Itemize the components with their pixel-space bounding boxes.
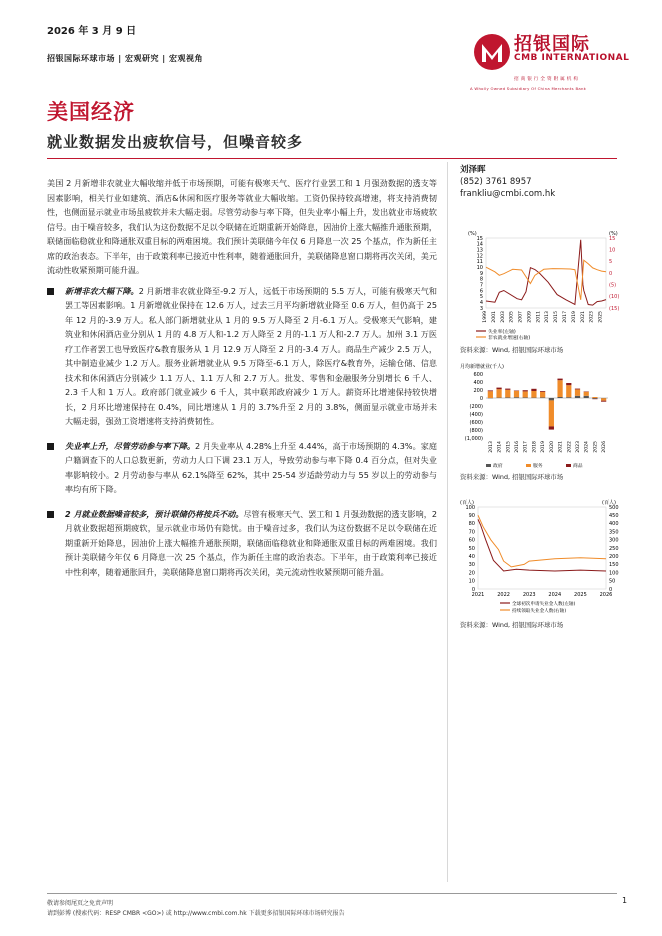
chart1-source: 资料来源：Wind, 招银国际环球市场 (460, 346, 564, 354)
logo-subsidiary-cn: 招商银行全资附属机构 (514, 77, 580, 82)
x-tick-label: 2022 (497, 592, 510, 598)
x-tick-label: 2026 (599, 592, 613, 598)
bullet-text: 2 月新增非农就业降至-9.2 万人，远低于市场预期的 5.5 万人，可能有极寒天气和罢工等因素影响。1 月新增就业保持在 12.6 万人，过去三月平均新增就业降至 0.6 万人，但仍高于 25 年 12 月的-3.9 万人。私人部门新增就业从 1 月的 9.5 万人降至 2 月-6.1 万人。受极寒天气影响，建筑业和休闲酒店业分别从 1 月的 4.8 万人和-1.2 万人降至 2 月的-1.1 万人和-2.7 万人。加州 3.1 万医疗工作者罢工也导致医疗&教育服务从 1 月 12.9 万人降至 2 月的-3.4 万人。商品生产减少 2.5 万人，其中制造业减少 1.2 万人。服务业新增就业从 9.5 万降至-6.1 万人，除医疗&教育外，运输仓储、信息技术和休闲酒店分别减少 1.1 万人、1.1 万人和 2.7 万人。批发、零售和金融服务分别增长 6 千人、2.3 千人和 1 万人。政府部门就业减少 6 千人，其中联邦政府减少 1 万人。薪资环比增速保持较快增长，2 月环比增速保持在 0.4%，同比增速从 1 月的 3.7%升至 2 月的 3.8%，侧面显示就业市场并未大幅走弱，强劲工资增速将支持消费韧性。 (65, 285, 437, 426)
x-tick-label: 2016 (515, 441, 520, 453)
legend-swatch (526, 464, 531, 467)
bar-segment (601, 401, 606, 402)
x-tick-label: 2017 (523, 441, 529, 453)
left-tick-label: 14 (476, 241, 483, 248)
right-tick-label: 350 (609, 529, 619, 536)
y-tick-label: 0 (479, 395, 483, 402)
chart-unemployment-payrolls (458, 228, 628, 344)
left-tick-label: 13 (476, 247, 483, 254)
x-tick-label: 2003 (500, 311, 506, 323)
x-tick-label: 2013 (545, 311, 551, 323)
logo-chinese: 招银国际 (514, 34, 590, 55)
y-tick-label: 600 (473, 371, 483, 378)
x-tick-label: 2015 (554, 311, 560, 323)
x-tick-label: 2021 (558, 441, 564, 453)
right-axis-unit: (%) (609, 231, 618, 237)
chart2-source: 资料来源：Wind, 招银国际环球市场 (460, 473, 564, 481)
bar-segment (514, 391, 519, 397)
bar-segment (549, 398, 554, 400)
bar-segment (488, 390, 493, 391)
title-divider (47, 158, 617, 159)
x-tick-label: 2023 (576, 441, 581, 453)
right-tick-label: 5 (609, 259, 613, 266)
legend-swatch (566, 464, 571, 467)
bar-segment (505, 390, 510, 398)
bar-segment (566, 385, 571, 397)
breadcrumb: 招银国际环球市场 | 宏观研究 | 宏观视角 (47, 54, 203, 63)
x-tick-label: 2019 (541, 441, 547, 453)
x-tick-label: 2005 (509, 311, 515, 323)
x-tick-label: 2025 (593, 441, 599, 453)
left-tick-label: 60 (468, 537, 475, 544)
x-tick-label: 2018 (532, 441, 538, 453)
bar-segment (549, 426, 554, 429)
x-tick-label: 2017 (563, 311, 568, 323)
bar-segment (523, 397, 528, 398)
x-tick-label: 2013 (488, 441, 494, 453)
author-name: 刘泽晖 (460, 165, 486, 175)
bullet-square-icon (47, 288, 54, 295)
left-tick-label: 10 (476, 264, 483, 271)
right-tick-label: 500 (609, 504, 619, 511)
right-tick-label: 300 (609, 537, 619, 544)
bar-segment (496, 388, 501, 390)
bar-segment (488, 391, 493, 398)
left-axis-unit: (%) (468, 231, 477, 237)
x-tick-label: 2024 (584, 441, 590, 453)
x-tick-label: 2023 (589, 311, 595, 323)
right-tick-label: (10) (609, 294, 620, 301)
bar-segment (592, 397, 597, 398)
left-tick-label: 100 (465, 504, 475, 511)
y-tick-label: (1,000) (464, 435, 483, 442)
bar-segment (575, 389, 580, 395)
bar-segment (514, 397, 519, 398)
bar-segment (557, 379, 562, 381)
right-tick-label: 200 (609, 554, 619, 560)
legend-label: 政府 (493, 464, 503, 468)
x-tick-label: 2001 (491, 311, 497, 323)
right-tick-label: 150 (609, 562, 619, 569)
bar-segment (496, 389, 501, 397)
plot-frame (486, 238, 606, 308)
right-tick-label: 100 (609, 570, 619, 577)
x-tick-label: 2024 (548, 592, 562, 598)
legend-label: 服务 (533, 464, 543, 468)
page-subtitle: 就业数据发出疲软信号，但噪音较多 (47, 133, 304, 151)
x-tick-label: 2014 (497, 441, 503, 453)
x-tick-label: 2026 (602, 441, 608, 453)
bar-segment (592, 398, 597, 399)
author-block (460, 164, 555, 200)
left-tick-label: 10 (468, 578, 475, 585)
right-tick-label: 450 (609, 513, 619, 519)
bar-segment (540, 391, 545, 392)
legend-swatch (486, 464, 491, 467)
intro-paragraph: 美国 2 月新增非农就业大幅收缩并低于市场预期，可能有极寒天气、医疗行业罢工和 1 月强劲数据的透支等因素影响，相关行业如建筑、酒店&休闲和医疗服务等就业大幅收缩。工资仍保持较高增速，将支持消费韧性，也侧面显示就业市场虽疲软并未大幅走弱。尽管劳动参与率下降，但失业率小幅上升，发出就业市场疲软信号。由于噪音较多，我们认为这份数据不足以令联储在近期重新开始降息，因油价上涨大幅推升通胀预期，联储面临稳就业和降通胀双重目标的两难困境。我们预计美联储今年仅 6 月降息一次 25 个基点，作为新任主席的政治表态。下半年，由于政策利率已接近中性利率，随着通胀回升，美联储降息窗口期将再次关闭，美元流动性收紧预期可能升温。 (47, 178, 437, 275)
bullet-unemployment (47, 439, 437, 497)
chart-monthly-payrolls (458, 360, 628, 468)
y-tick-label: (400) (469, 411, 483, 418)
x-tick-label: 2009 (527, 311, 533, 323)
x-tick-label: 2021 (471, 592, 485, 598)
footer-disclaimer: 敬请参阅尾页之免责声明 (47, 900, 114, 907)
left-tick-label: 90 (468, 513, 475, 519)
left-axis-unit: (百人) (460, 500, 474, 506)
left-tick-label: 15 (476, 235, 483, 242)
footer-divider (47, 893, 617, 894)
bar-segment (566, 383, 571, 385)
left-tick-label: 30 (468, 562, 475, 569)
author-phone: (852) 3761 8957 (460, 177, 532, 187)
y-tick-label: (200) (469, 403, 483, 410)
bullet-lead: 2 月就业数据噪音较多，预计联储仍将按兵不动。 (65, 508, 244, 519)
right-tick-label: (5) (609, 282, 617, 289)
x-tick-label: 2021 (580, 311, 586, 323)
bar-segment (557, 380, 562, 397)
left-tick-label: 9 (479, 270, 483, 277)
x-tick-label: 2022 (567, 441, 573, 453)
bar-segment (601, 398, 606, 400)
right-tick-label: 0 (609, 270, 613, 277)
series-line (478, 519, 606, 571)
left-tick-label: 8 (479, 276, 483, 283)
right-tick-label: 0 (609, 586, 613, 593)
series-line (478, 515, 606, 567)
left-tick-label: 7 (479, 282, 483, 289)
right-tick-label: 10 (609, 247, 616, 254)
y-tick-label: (800) (469, 427, 483, 434)
bullet-fed-outlook (47, 507, 437, 580)
bar-segment (540, 397, 545, 398)
legend-label: 全球初次申请失业金人数(左轴) (512, 601, 576, 607)
bullet-lead: 新增非农大幅下降。 (65, 285, 139, 296)
bar-segment (584, 396, 589, 398)
y-tick-label: 400 (473, 379, 483, 386)
left-tick-label: 70 (468, 529, 475, 536)
x-tick-label: 2011 (536, 311, 542, 323)
left-tick-label: 40 (468, 554, 475, 560)
left-tick-label: 20 (468, 570, 475, 577)
x-tick-label: 2025 (598, 311, 604, 323)
bar-segment (575, 389, 580, 390)
bar-segment (557, 397, 562, 398)
bar-segment (505, 389, 510, 390)
bullet-lead: 失业率上升，尽管劳动参与率下降。 (65, 440, 195, 451)
x-tick-label: 2025 (574, 592, 587, 598)
right-axis-unit: (百人) (602, 500, 616, 506)
series-line (486, 240, 606, 305)
x-tick-label: 2015 (506, 441, 512, 453)
bullet-text: 2 月失业率从 4.28%上升至 4.44%，高于市场预期的 4.3%。家庭户籍调查下的人口总数更新，劳动力人口下调 23.1 万人，导致劳动参与率下降 0.4 百分点，但对失业率影响较小。2 月劳动参与率从 62.1%降至 62%，其中 25-54 岁适龄劳动力与 55 岁以上的劳动参与率均有所下降。 (65, 440, 437, 494)
x-tick-label: 2019 (571, 311, 577, 323)
chart3-source: 资料来源：Wind, 招银国际环球市场 (460, 621, 564, 629)
page-number: 1 (622, 896, 628, 905)
logo-subsidiary-en: A Wholly Owned Subsidiary Of China Merchants Bank (470, 86, 587, 91)
footer-contact: 请到彭博 (搜索代码：RESP CMBR <GO>) 或 http://www.cmbi.com.hk 下载更多招银国际环球市场研究报告 (47, 910, 345, 917)
left-tick-label: 11 (476, 259, 483, 266)
x-tick-label: 2023 (522, 592, 536, 598)
bullet-payrolls (47, 284, 437, 429)
legend-label: 非农就业增速(右轴) (488, 335, 531, 341)
bullet-square-icon (47, 443, 54, 450)
bar-segment (531, 389, 536, 391)
column-divider (447, 162, 448, 882)
legend-label: 失业率(左轴) (488, 329, 516, 335)
left-tick-label: 50 (468, 545, 475, 552)
left-tick-label: 4 (479, 299, 483, 306)
bar-segment (523, 390, 528, 391)
bullet-text: 尽管有极寒天气、罢工和 1 月强劲数据的透支影响，2 月就业数据超预期疲软，显示就业市场仍有隐忧。由于噪音过多，我们认为这份数据不足以令联储在近期重新开始降息，因油价上涨大幅推升通胀预期，联储面临稳就业和降通胀双重目标的两难困境。我们预计美联储今年仅 6 月降息一次 25 个基点，作为新任主席的政治表态。下半年，由于政策利率已接近中性利率，随着通胀回升，美联储降息窗口期将再次关闭，美元流动性收紧预期可能升温。 (65, 508, 437, 577)
bar-segment (523, 391, 528, 397)
bar-segment (505, 397, 510, 398)
bar-segment (584, 392, 589, 396)
right-tick-label: 50 (609, 578, 616, 585)
report-date: 2026 年 3 月 9 日 (47, 26, 137, 37)
chart-jobless-claims (458, 497, 628, 617)
bar-segment (531, 391, 536, 398)
report-body (47, 176, 437, 589)
left-tick-label: 6 (479, 288, 483, 295)
x-tick-label: 2020 (549, 441, 555, 453)
left-tick-label: 80 (468, 521, 475, 528)
right-tick-label: 400 (609, 521, 619, 528)
x-tick-label: 1999 (483, 311, 488, 323)
author-email[interactable]: frankliu@cmbi.com.hk (460, 189, 556, 199)
x-tick-label: 2007 (518, 311, 524, 323)
y-axis-label: 月均新增就业(千人) (460, 364, 504, 370)
left-tick-label: 12 (476, 253, 483, 260)
bar-segment (575, 396, 580, 398)
legend-label: 商品 (573, 464, 583, 468)
bar-segment (566, 397, 571, 398)
right-tick-label: (15) (609, 305, 620, 312)
page-title: 美国经济 (47, 100, 135, 124)
right-tick-label: 15 (609, 235, 616, 242)
bar-segment (540, 392, 545, 398)
logo-english: CMB INTERNATIONAL (514, 53, 630, 63)
legend-label: 持续领取失业金人数(右轴) (512, 608, 567, 614)
bullet-square-icon (47, 511, 54, 518)
right-tick-label: 250 (609, 545, 619, 552)
left-tick-label: 5 (479, 294, 483, 301)
bar-segment (549, 400, 554, 426)
left-tick-label: 0 (471, 586, 475, 593)
left-tick-label: 3 (479, 305, 483, 312)
y-tick-label: 200 (473, 387, 483, 394)
y-tick-label: (600) (469, 419, 483, 426)
